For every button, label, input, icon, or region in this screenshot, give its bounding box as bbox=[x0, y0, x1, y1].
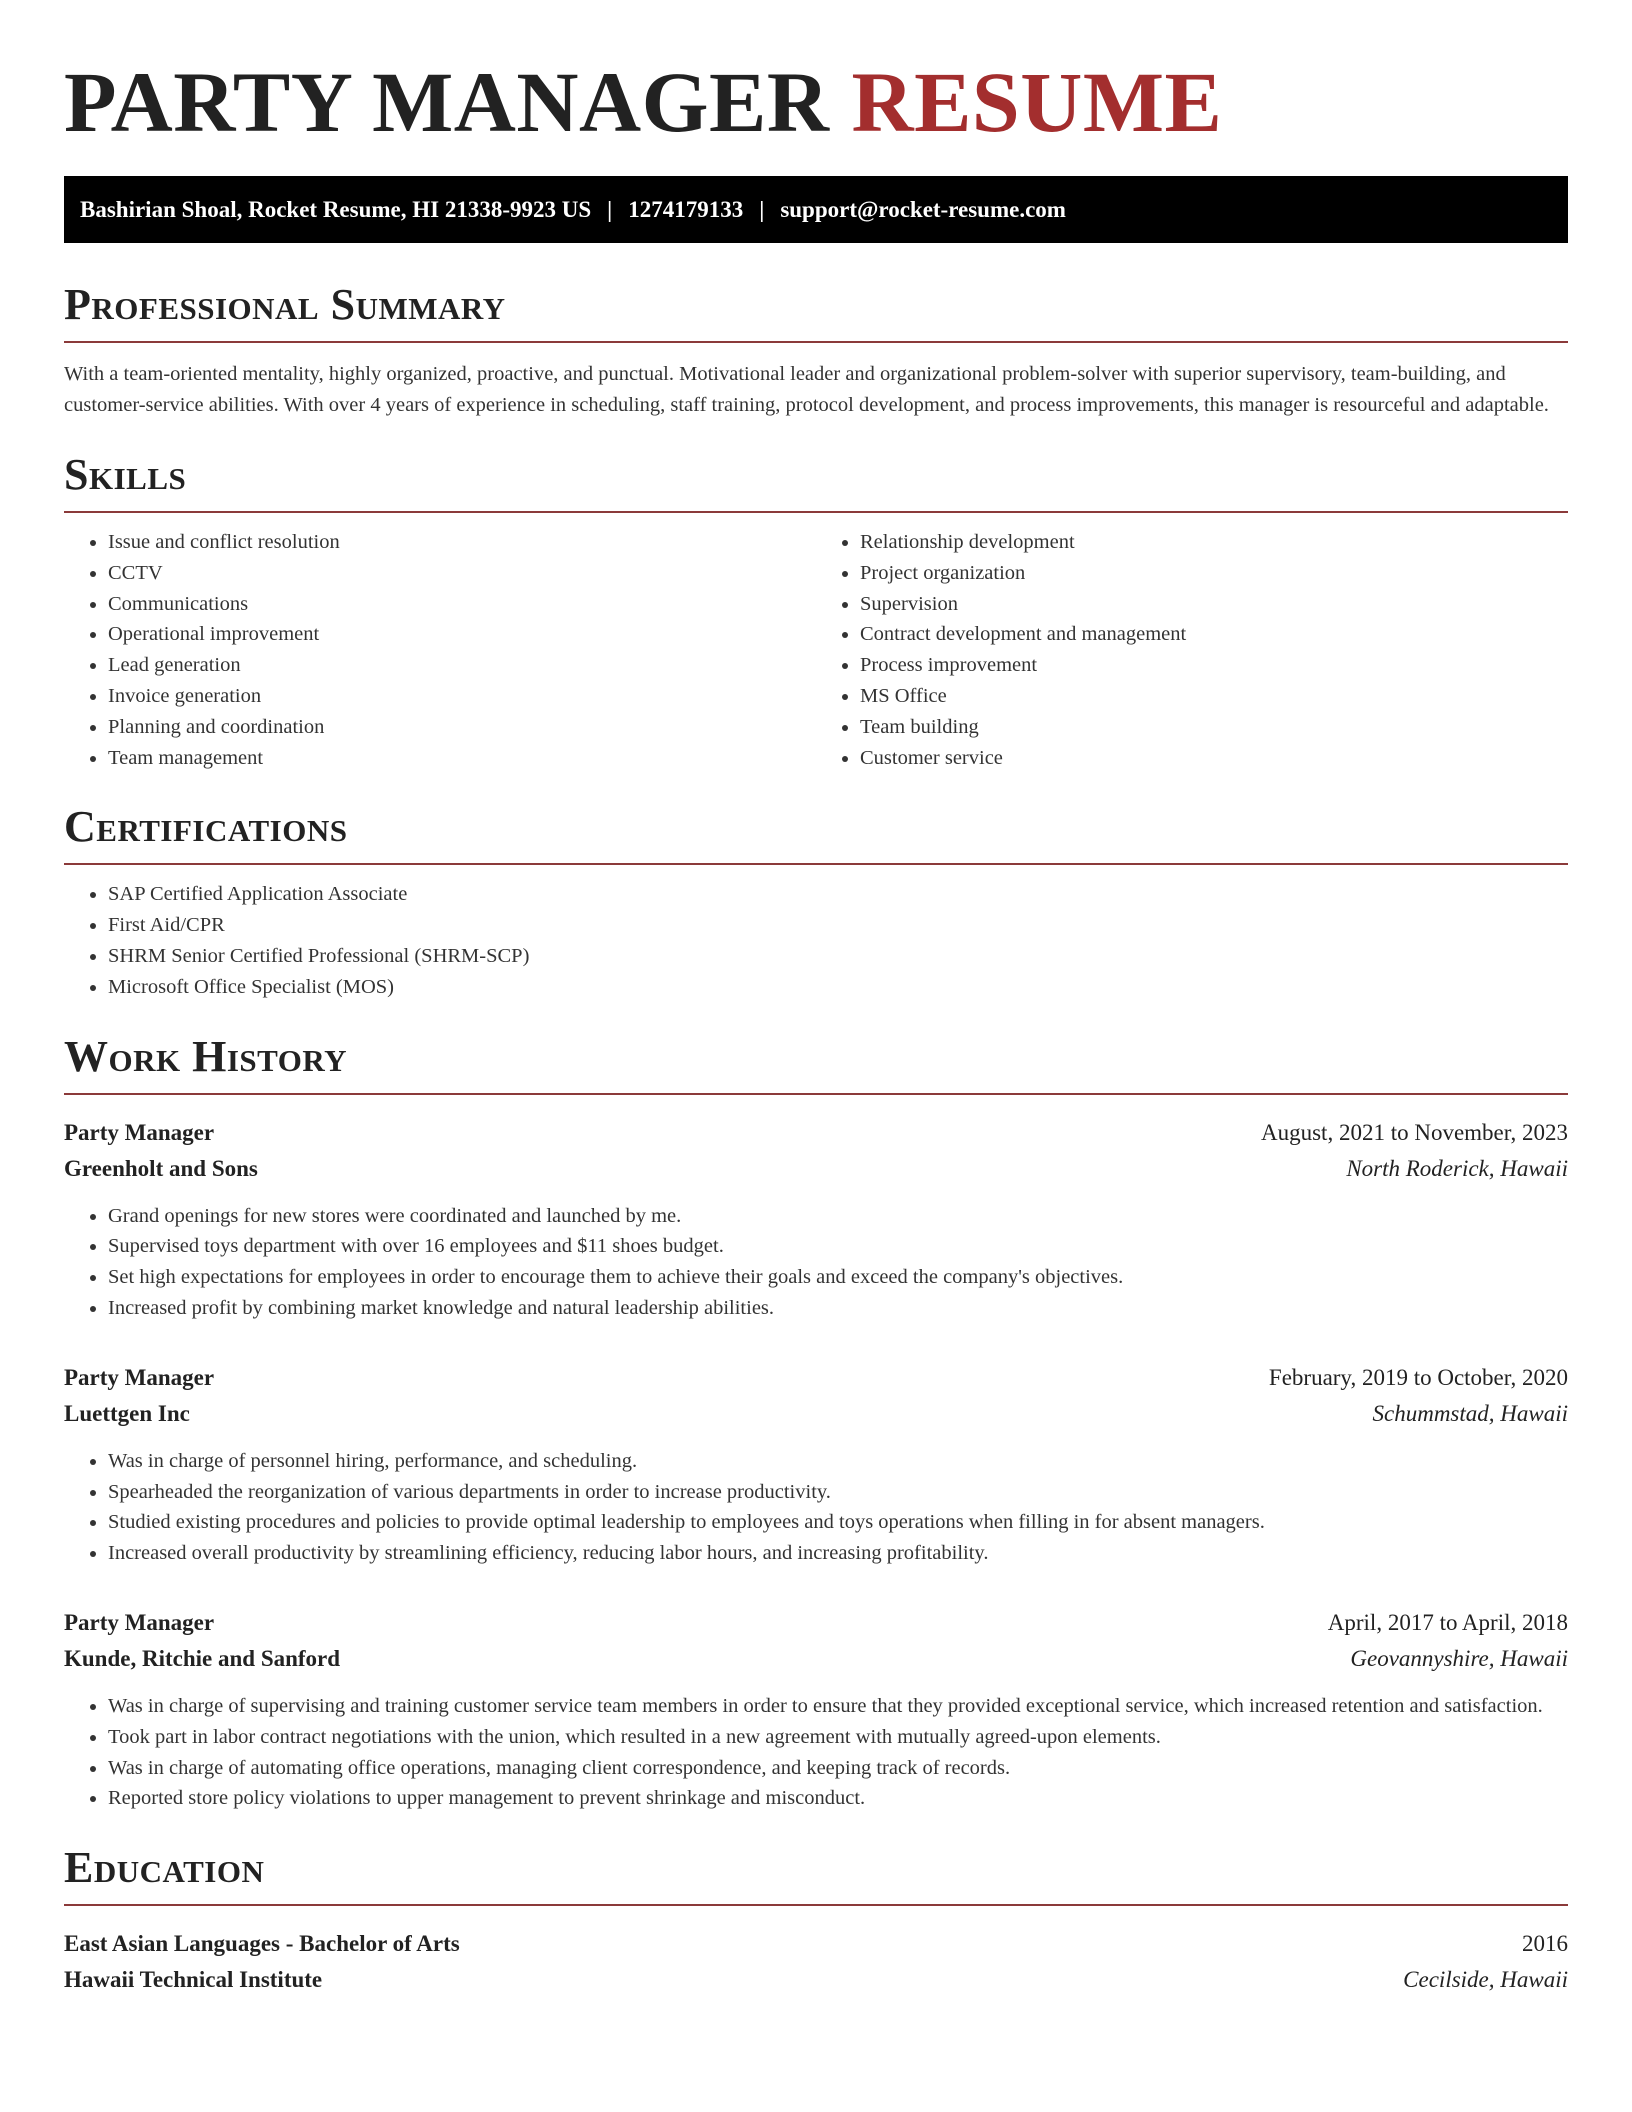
skill-item: • MS Office bbox=[860, 681, 1568, 712]
certification-item: • SAP Certified Application Associate bbox=[108, 879, 1568, 910]
job-bullet: • Increased profit by combining market knowledge and natural leadership abilities. bbox=[108, 1293, 1568, 1324]
education-school: Hawaii Technical Institute bbox=[64, 1967, 323, 1993]
skill-item: • Issue and conflict resolution bbox=[108, 527, 816, 558]
skill-item: • Team management bbox=[108, 743, 816, 774]
resume-title bbox=[64, 52, 1568, 152]
job-bullet: • Set high expectations for employees in order to encourage them to achieve their goals and exceed the company's objectives. bbox=[108, 1262, 1568, 1293]
education-degree: East Asian Languages - Bachelor of Arts bbox=[64, 1931, 460, 1957]
summary-heading: Professional Summary bbox=[64, 279, 1568, 343]
skill-item: • CCTV bbox=[108, 558, 816, 589]
certification-item: • Microsoft Office Specialist (MOS) bbox=[108, 972, 1568, 1003]
job-company-row bbox=[64, 1396, 1568, 1432]
job-company: Luettgen Inc bbox=[64, 1400, 190, 1426]
skill-item: • Team building bbox=[860, 712, 1568, 743]
job-bullet: • Spearheaded the reorganization of various departments in order to increase productivity. bbox=[108, 1477, 1568, 1508]
job-company: Kunde, Ritchie and Sanford bbox=[64, 1645, 341, 1671]
certification-item: • SHRM Senior Certified Professional (SHRM-SCP) bbox=[108, 941, 1568, 972]
education-school-row bbox=[64, 1962, 1568, 1998]
contact-phone: 1274179133 bbox=[628, 196, 744, 222]
job-company-row bbox=[64, 1641, 1568, 1677]
contact-separator: | bbox=[607, 196, 613, 222]
education-entry bbox=[64, 1926, 1568, 1998]
job-bullet: • Was in charge of personnel hiring, performance, and scheduling. bbox=[108, 1446, 1568, 1477]
job-title-row bbox=[64, 1360, 1568, 1396]
job-entry bbox=[64, 1605, 1568, 1814]
skill-item: • Relationship development bbox=[860, 527, 1568, 558]
job-bullet: • Took part in labor contract negotiations with the union, which resulted in a new agreement with mutually agreed-upon elements. bbox=[108, 1722, 1568, 1753]
job-entry bbox=[64, 1360, 1568, 1569]
skills-list-right bbox=[816, 527, 1568, 773]
certifications-heading: Certifications bbox=[64, 801, 1568, 865]
skill-item: • Customer service bbox=[860, 743, 1568, 774]
job-dates: April, 2017 to April, 2018 bbox=[1327, 1609, 1568, 1635]
job-bullet: • Studied existing procedures and policies to provide optimal leadership to employees and toys operations when filling in for absent managers. bbox=[108, 1507, 1568, 1538]
skill-item: • Process improvement bbox=[860, 650, 1568, 681]
job-bullet: • Increased overall productivity by streamlining efficiency, reducing labor hours, and increasing profitability. bbox=[108, 1538, 1568, 1569]
job-bullet: • Reported store policy violations to upper management to prevent shrinkage and misconduct. bbox=[108, 1783, 1568, 1814]
job-bullets bbox=[64, 1691, 1568, 1814]
job-bullet: • Was in charge of supervising and training customer service team members in order to ensure that they provided exceptional service, which increased retention and satisfaction. bbox=[108, 1691, 1568, 1722]
job-bullets bbox=[64, 1446, 1568, 1569]
education-heading: Education bbox=[64, 1842, 1568, 1906]
skill-item: • Project organization bbox=[860, 558, 1568, 589]
job-location: Schummstad, Hawaii bbox=[1372, 1400, 1568, 1426]
job-dates: August, 2021 to November, 2023 bbox=[1261, 1119, 1568, 1145]
skill-item: • Operational improvement bbox=[108, 619, 816, 650]
summary-section bbox=[64, 279, 1568, 421]
skill-item: • Lead generation bbox=[108, 650, 816, 681]
skill-item: • Planning and coordination bbox=[108, 712, 816, 743]
work-history-heading: Work History bbox=[64, 1031, 1568, 1095]
skill-item: • Communications bbox=[108, 589, 816, 620]
skill-item: • Contract development and management bbox=[860, 619, 1568, 650]
title-accent: RESUME bbox=[851, 54, 1223, 150]
job-title-row bbox=[64, 1605, 1568, 1641]
skills-section bbox=[64, 449, 1568, 773]
contact-address: Bashirian Shoal, Rocket Resume, HI 21338-9923 US bbox=[80, 196, 592, 222]
certifications-list bbox=[64, 879, 1568, 1002]
education-location: Cecilside, Hawaii bbox=[1403, 1967, 1568, 1993]
skill-item: • Supervision bbox=[860, 589, 1568, 620]
certifications-section bbox=[64, 801, 1568, 1002]
job-title: Party Manager bbox=[64, 1609, 215, 1635]
job-title-row bbox=[64, 1115, 1568, 1151]
work-history-section bbox=[64, 1031, 1568, 1815]
summary-text: With a team-oriented mentality, highly organized, proactive, and punctual. Motivational leader and organizational problem-solver with superior supervisory, team-building, and customer-service abilities. With over 4 years of experience in scheduling, staff training, protocol development, and process improvements, this manager is resourceful and adaptable. bbox=[64, 363, 1549, 416]
title-main: PARTY MANAGER bbox=[64, 54, 830, 150]
contact-separator: | bbox=[759, 196, 765, 222]
certification-item: • First Aid/CPR bbox=[108, 910, 1568, 941]
education-degree-row bbox=[64, 1926, 1568, 1962]
skills-list-left bbox=[64, 527, 816, 773]
contact-email: support@rocket-resume.com bbox=[780, 196, 1066, 222]
education-section bbox=[64, 1842, 1568, 1998]
education-year: 2016 bbox=[1522, 1931, 1568, 1957]
job-location: Geovannyshire, Hawaii bbox=[1350, 1645, 1568, 1671]
job-title: Party Manager bbox=[64, 1364, 215, 1390]
job-entry bbox=[64, 1115, 1568, 1324]
job-location: North Roderick, Hawaii bbox=[1346, 1155, 1568, 1181]
skill-item: • Invoice generation bbox=[108, 681, 816, 712]
contact-bar bbox=[64, 176, 1568, 243]
job-company: Greenholt and Sons bbox=[64, 1155, 258, 1181]
job-bullets bbox=[64, 1201, 1568, 1324]
job-bullet: • Grand openings for new stores were coordinated and launched by me. bbox=[108, 1201, 1568, 1232]
job-title: Party Manager bbox=[64, 1119, 215, 1145]
skills-columns bbox=[64, 513, 1568, 773]
job-bullet: • Was in charge of automating office operations, managing client correspondence, and keeping track of records. bbox=[108, 1753, 1568, 1784]
job-dates: February, 2019 to October, 2020 bbox=[1268, 1364, 1568, 1390]
job-bullet: • Supervised toys department with over 16 employees and $11 shoes budget. bbox=[108, 1231, 1568, 1262]
skills-heading: Skills bbox=[64, 449, 1568, 513]
job-company-row bbox=[64, 1151, 1568, 1187]
